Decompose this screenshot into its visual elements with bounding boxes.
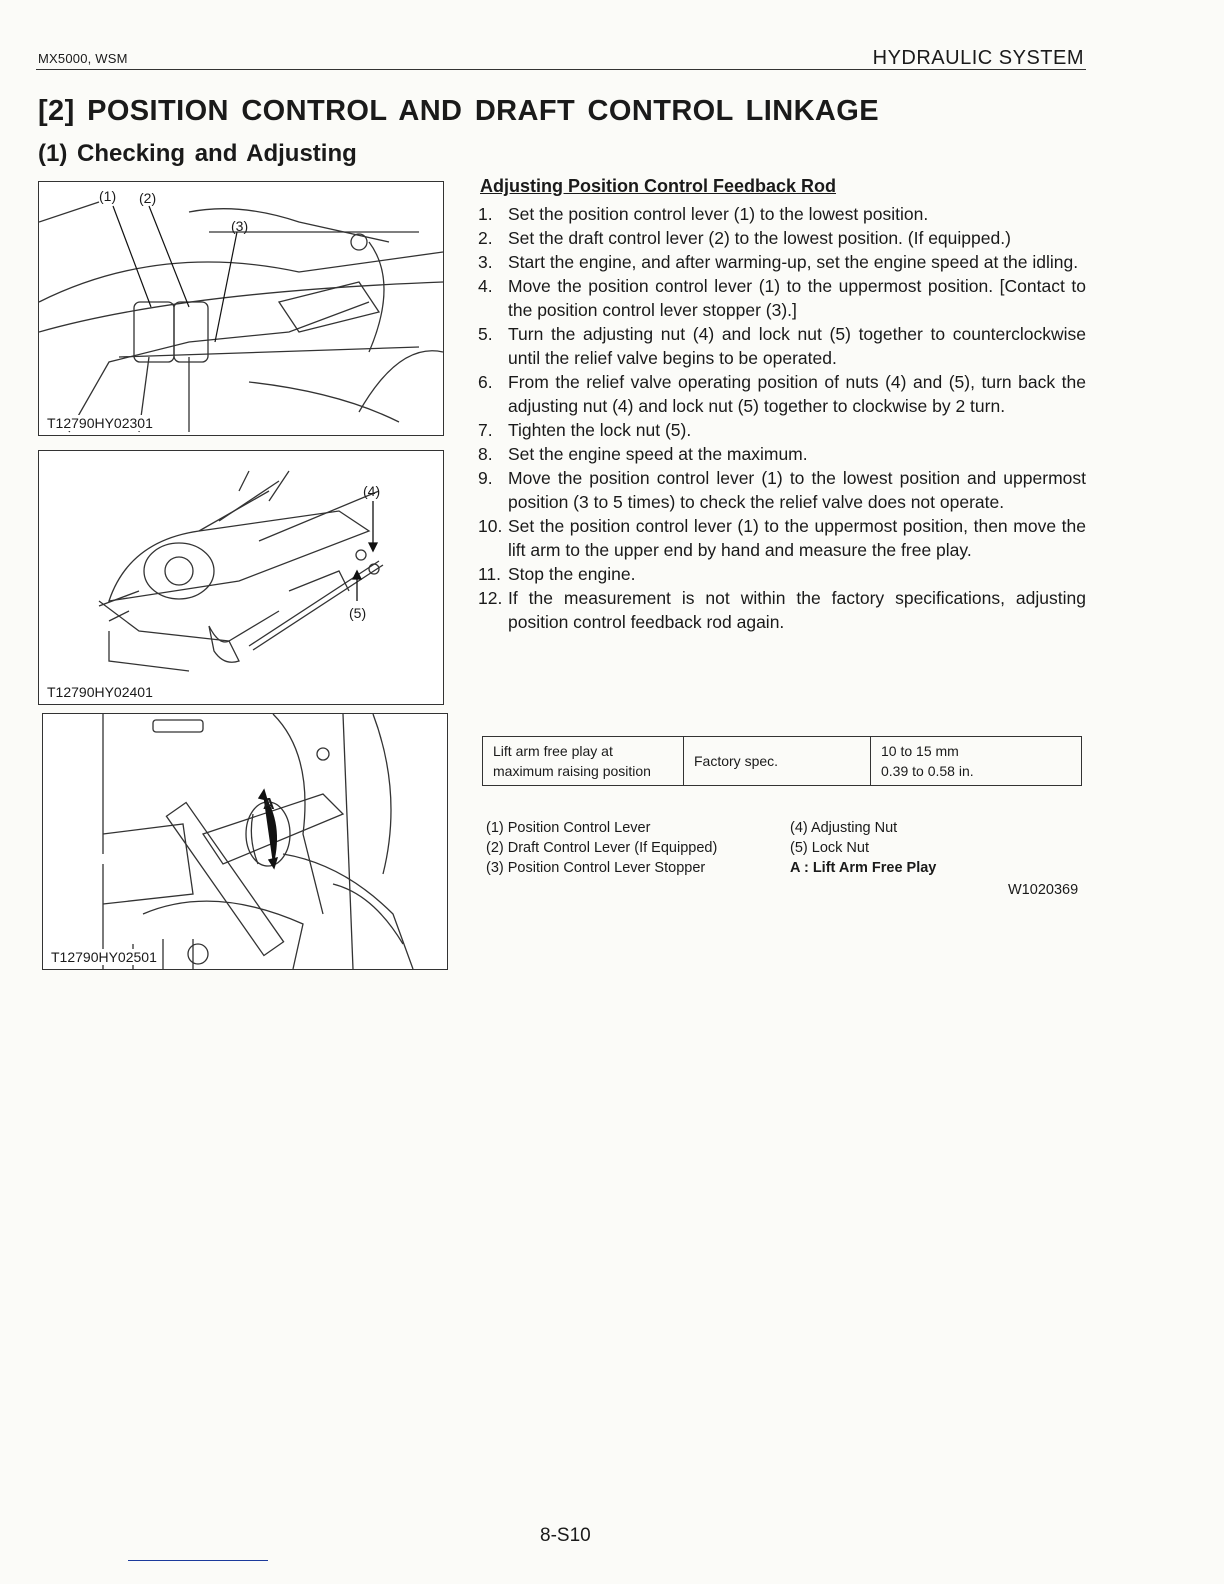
list-item xyxy=(478,250,1086,274)
step-text: If the measurement is not within the factory specifications, adjusting position control feedback rod again. xyxy=(508,588,1086,632)
step-text: Start the engine, and after warming-up, set the engine speed at the idling. xyxy=(508,252,1079,272)
legend-item: (1) Position Control Lever xyxy=(486,820,651,836)
callout-a: A xyxy=(263,796,275,813)
legend-right xyxy=(790,818,936,878)
list-item xyxy=(478,586,1086,634)
step-number: 4. xyxy=(478,276,493,296)
step-number: 2. xyxy=(478,228,493,248)
step-number: 9. xyxy=(478,468,493,488)
step-number: 11. xyxy=(478,564,502,584)
feedback-rod-illustration xyxy=(39,451,443,704)
list-item xyxy=(478,442,1086,466)
step-number: 10. xyxy=(478,516,503,536)
list-item xyxy=(478,562,1086,586)
callout-2: (2) xyxy=(139,190,157,206)
legend-left xyxy=(486,818,717,878)
step-text: Set the position control lever (1) to the lowest position. xyxy=(508,204,929,224)
step-text: Turn the adjusting nut (4) and lock nut (5) together to counterclockwise until the relief valve begins to be operated. xyxy=(508,324,1086,368)
header-manual-name: MX5000, WSM xyxy=(38,51,128,66)
spec-value-in: 0.39 to 0.58 in. xyxy=(881,763,974,779)
step-number: 7. xyxy=(478,420,493,440)
step-number: 12. xyxy=(478,588,503,608)
step-text: Stop the engine. xyxy=(508,564,636,584)
document-code: W1020369 xyxy=(1008,882,1079,898)
table-row xyxy=(483,737,1082,786)
spec-table xyxy=(482,736,1082,786)
spec-kind: Factory spec. xyxy=(684,737,871,786)
legend-item: (3) Position Control Lever Stopper xyxy=(486,860,706,876)
callout-5: (5) xyxy=(349,605,367,621)
figure-free-play-measure xyxy=(42,713,448,970)
figure-control-levers xyxy=(38,181,444,436)
step-number: 5. xyxy=(478,324,493,344)
figure-feedback-rod xyxy=(38,450,444,705)
figure-code: T12790HY02401 xyxy=(47,684,153,700)
list-item xyxy=(478,466,1086,514)
page-subtitle: (1) Checking and Adjusting xyxy=(38,140,357,167)
callout-1: (1) xyxy=(99,188,117,204)
footer-rule xyxy=(128,1560,268,1561)
free-play-illustration xyxy=(43,714,447,969)
procedure-title: Adjusting Position Control Feedback Rod xyxy=(480,176,837,196)
step-text: Move the position control lever (1) to the lowest position and uppermost position (3 to 5 times) to check the relief valve does not operate. xyxy=(508,468,1086,512)
step-number: 1. xyxy=(478,204,493,224)
legend-item: (2) Draft Control Lever (If Equipped) xyxy=(486,840,718,856)
header-rule xyxy=(36,69,1086,70)
list-item xyxy=(478,418,1086,442)
step-text: Set the draft control lever (2) to the lowest position. (If equipped.) xyxy=(508,228,1011,248)
legend-item: (5) Lock Nut xyxy=(790,840,869,856)
list-item xyxy=(478,226,1086,250)
step-text: Move the position control lever (1) to the uppermost position. [Contact to the position control lever stopper (3).] xyxy=(508,276,1086,320)
callout-4: (4) xyxy=(363,483,381,499)
step-text: Set the engine speed at the maximum. xyxy=(508,444,808,464)
spec-item: Lift arm free play at maximum raising position xyxy=(483,737,684,786)
legend-item: (4) Adjusting Nut xyxy=(790,820,898,836)
step-text: Tighten the lock nut (5). xyxy=(508,420,692,440)
list-item xyxy=(478,274,1086,322)
page-number: 8-S10 xyxy=(540,1525,591,1546)
figure-code: T12790HY02301 xyxy=(47,415,153,431)
callout-3: (3) xyxy=(231,218,249,234)
list-item xyxy=(478,202,1086,226)
page-title: [2] POSITION CONTROL AND DRAFT CONTROL LINKAGE xyxy=(38,95,879,127)
legend-item: A : Lift Arm Free Play xyxy=(790,860,937,876)
step-number: 3. xyxy=(478,252,493,272)
header-section-name: HYDRAULIC SYSTEM xyxy=(872,47,1084,69)
spec-value-mm: 10 to 15 mm xyxy=(881,743,959,759)
step-number: 6. xyxy=(478,372,493,392)
list-item xyxy=(478,370,1086,418)
step-text: From the relief valve operating position of nuts (4) and (5), turn back the adjusting nut (4) and lock nut (5) together to clockwise by 2 turn. xyxy=(508,372,1086,416)
spec-value xyxy=(871,737,1082,786)
procedure-steps xyxy=(478,202,1086,634)
step-number: 8. xyxy=(478,444,493,464)
list-item xyxy=(478,514,1086,562)
list-item xyxy=(478,322,1086,370)
figure-code: T12790HY02501 xyxy=(51,949,157,965)
step-text: Set the position control lever (1) to the uppermost position, then move the lift arm to the upper end by hand and measure the free play. xyxy=(508,516,1086,560)
